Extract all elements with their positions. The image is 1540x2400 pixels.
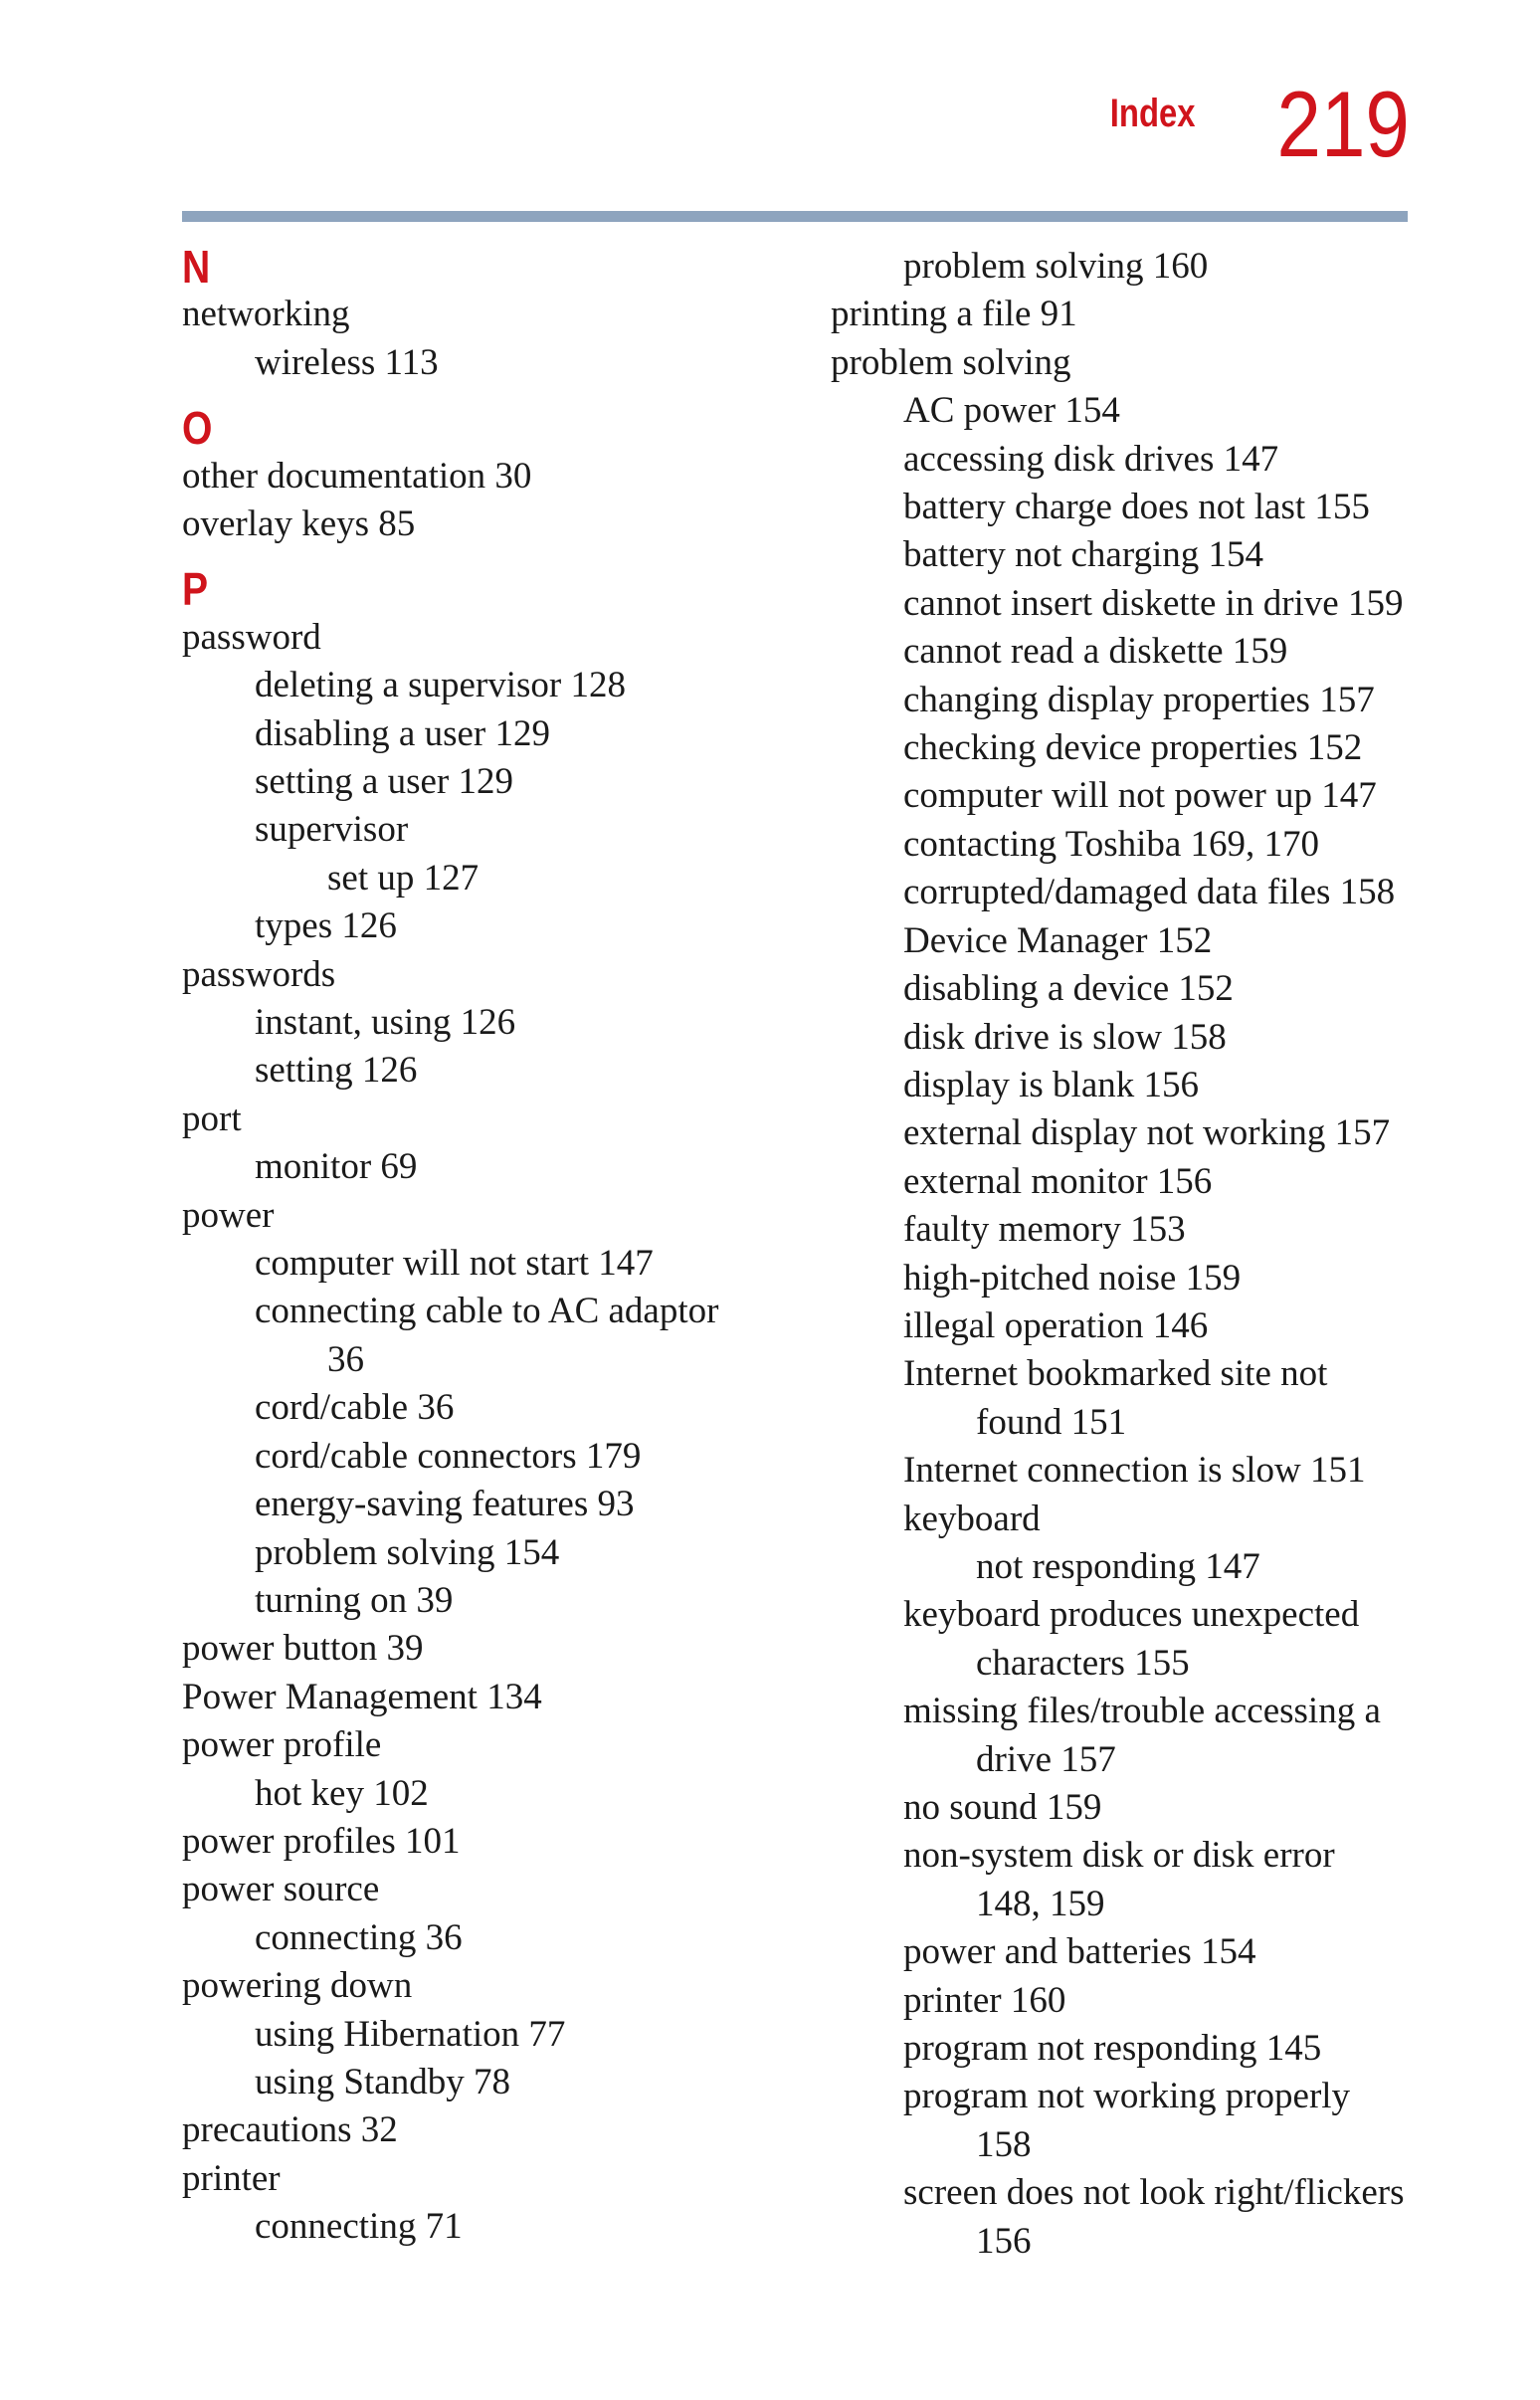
index-subentry: printer 160 — [903, 1979, 1066, 2021]
index-subentry: missing files/trouble accessing a — [903, 1691, 1381, 1732]
section-label: Index — [1109, 92, 1195, 135]
index-subentry: wireless 113 — [255, 341, 439, 383]
index-entry: passwords — [182, 953, 336, 995]
index-subentry: keyboard produces unexpected — [903, 1594, 1360, 1636]
index-subentry: supervisor — [255, 809, 409, 851]
section-letter: O — [182, 402, 213, 455]
index-subentry: screen does not look right/flickers — [903, 2172, 1405, 2214]
section-letter: N — [182, 241, 211, 293]
index-subentry: problem solving 160 — [903, 246, 1209, 287]
index-subentry: found 151 — [976, 1401, 1127, 1443]
index-subentry: changing display properties 157 — [903, 679, 1375, 720]
index-entry: other documentation 30 — [182, 455, 532, 497]
index-subentry: set up 127 — [327, 857, 480, 899]
index-subentry: non-system disk or disk error — [903, 1835, 1335, 1877]
index-subentry: AC power 154 — [903, 390, 1120, 432]
index-subentry: 36 — [327, 1338, 364, 1380]
page-header — [0, 0, 1540, 219]
index-subentry: types 126 — [255, 905, 397, 947]
index-column-right — [831, 243, 1467, 2266]
index-subentry: cannot read a diskette 159 — [903, 631, 1288, 673]
index-subentry: keyboard — [903, 1498, 1041, 1539]
index-entry: power source — [182, 1869, 380, 1910]
index-subentry: disabling a device 152 — [903, 968, 1234, 1010]
index-subentry: connecting cable to AC adaptor — [255, 1291, 719, 1332]
index-subentry: energy-saving features 93 — [255, 1484, 635, 1525]
index-subentry: setting 126 — [255, 1050, 418, 1092]
index-subentry: problem solving 154 — [255, 1531, 560, 1573]
index-subentry: computer will not power up 147 — [903, 775, 1377, 817]
index-subentry: battery charge does not last 155 — [903, 487, 1370, 528]
index-entry: password — [182, 616, 321, 658]
index-subentry: deleting a supervisor 128 — [255, 665, 626, 706]
index-subentry: drive 157 — [976, 1738, 1116, 1780]
index-subentry: power and batteries 154 — [903, 1931, 1256, 1973]
index-subentry: 148, 159 — [976, 1883, 1105, 1924]
index-subentry: cord/cable connectors 179 — [255, 1435, 642, 1477]
index-subentry: hot key 102 — [255, 1772, 429, 1814]
index-subentry: using Standby 78 — [255, 2061, 510, 2102]
index-subentry: illegal operation 146 — [903, 1304, 1209, 1346]
index-subentry: Internet bookmarked site not — [903, 1353, 1328, 1395]
section-letter: P — [182, 563, 209, 616]
index-subentry: corrupted/damaged data files 158 — [903, 872, 1396, 913]
page-number: 219 — [1276, 72, 1410, 176]
index-entry: printing a file 91 — [831, 294, 1077, 335]
index-subentry: cannot insert diskette in drive 159 — [903, 582, 1404, 624]
index-entry: networking — [182, 294, 350, 335]
index-subentry: connecting 36 — [255, 1916, 463, 1958]
index-entry: precautions 32 — [182, 2109, 398, 2151]
index-subentry: 158 — [976, 2123, 1032, 2165]
index-subentry: computer will not start 147 — [255, 1243, 654, 1285]
index-subentry: setting a user 129 — [255, 761, 513, 803]
index-entry: problem solving — [831, 341, 1071, 383]
header-rule — [182, 211, 1408, 222]
index-entry: power profile — [182, 1724, 382, 1766]
index-entry: port — [182, 1098, 242, 1139]
index-subentry: disk drive is slow 158 — [903, 1016, 1227, 1058]
index-subentry: no sound 159 — [903, 1787, 1102, 1828]
index-subentry: Internet connection is slow 151 — [903, 1450, 1366, 1492]
index-entry: power button 39 — [182, 1628, 424, 1670]
index-entry: power — [182, 1194, 275, 1236]
index-subentry: program not working properly — [903, 2076, 1351, 2117]
index-subentry: 156 — [976, 2220, 1032, 2262]
index-subentry: cord/cable 36 — [255, 1387, 455, 1429]
index-subentry: monitor 69 — [255, 1146, 418, 1188]
index-subentry: external monitor 156 — [903, 1160, 1213, 1202]
index-subentry: using Hibernation 77 — [255, 2013, 566, 2055]
index-subentry: program not responding 145 — [903, 2028, 1322, 2070]
index-entry: printer — [182, 2157, 281, 2199]
index-subentry: checking device properties 152 — [903, 727, 1363, 769]
index-subentry: disabling a user 129 — [255, 712, 550, 754]
index-subentry: turning on 39 — [255, 1579, 454, 1621]
index-subentry: not responding 147 — [976, 1545, 1260, 1587]
index-entry: power profiles 101 — [182, 1820, 461, 1862]
index-subentry: accessing disk drives 147 — [903, 438, 1279, 480]
index-subentry: connecting 71 — [255, 2206, 463, 2248]
index-subentry: high-pitched noise 159 — [903, 1257, 1242, 1299]
index-entry: Power Management 134 — [182, 1676, 542, 1717]
index-subentry: display is blank 156 — [903, 1064, 1200, 1105]
index-subentry: battery not charging 154 — [903, 534, 1264, 576]
index-subentry: external display not working 157 — [903, 1112, 1391, 1154]
index-subentry: faulty memory 153 — [903, 1209, 1186, 1251]
index-subentry: instant, using 126 — [255, 1002, 516, 1044]
index-entry: powering down — [182, 1965, 413, 2007]
index-column-left — [182, 243, 819, 2252]
index-subentry: characters 155 — [976, 1642, 1190, 1684]
index-subentry: Device Manager 152 — [903, 919, 1213, 961]
index-subentry: contacting Toshiba 169, 170 — [903, 823, 1320, 865]
index-entry: overlay keys 85 — [182, 503, 416, 544]
